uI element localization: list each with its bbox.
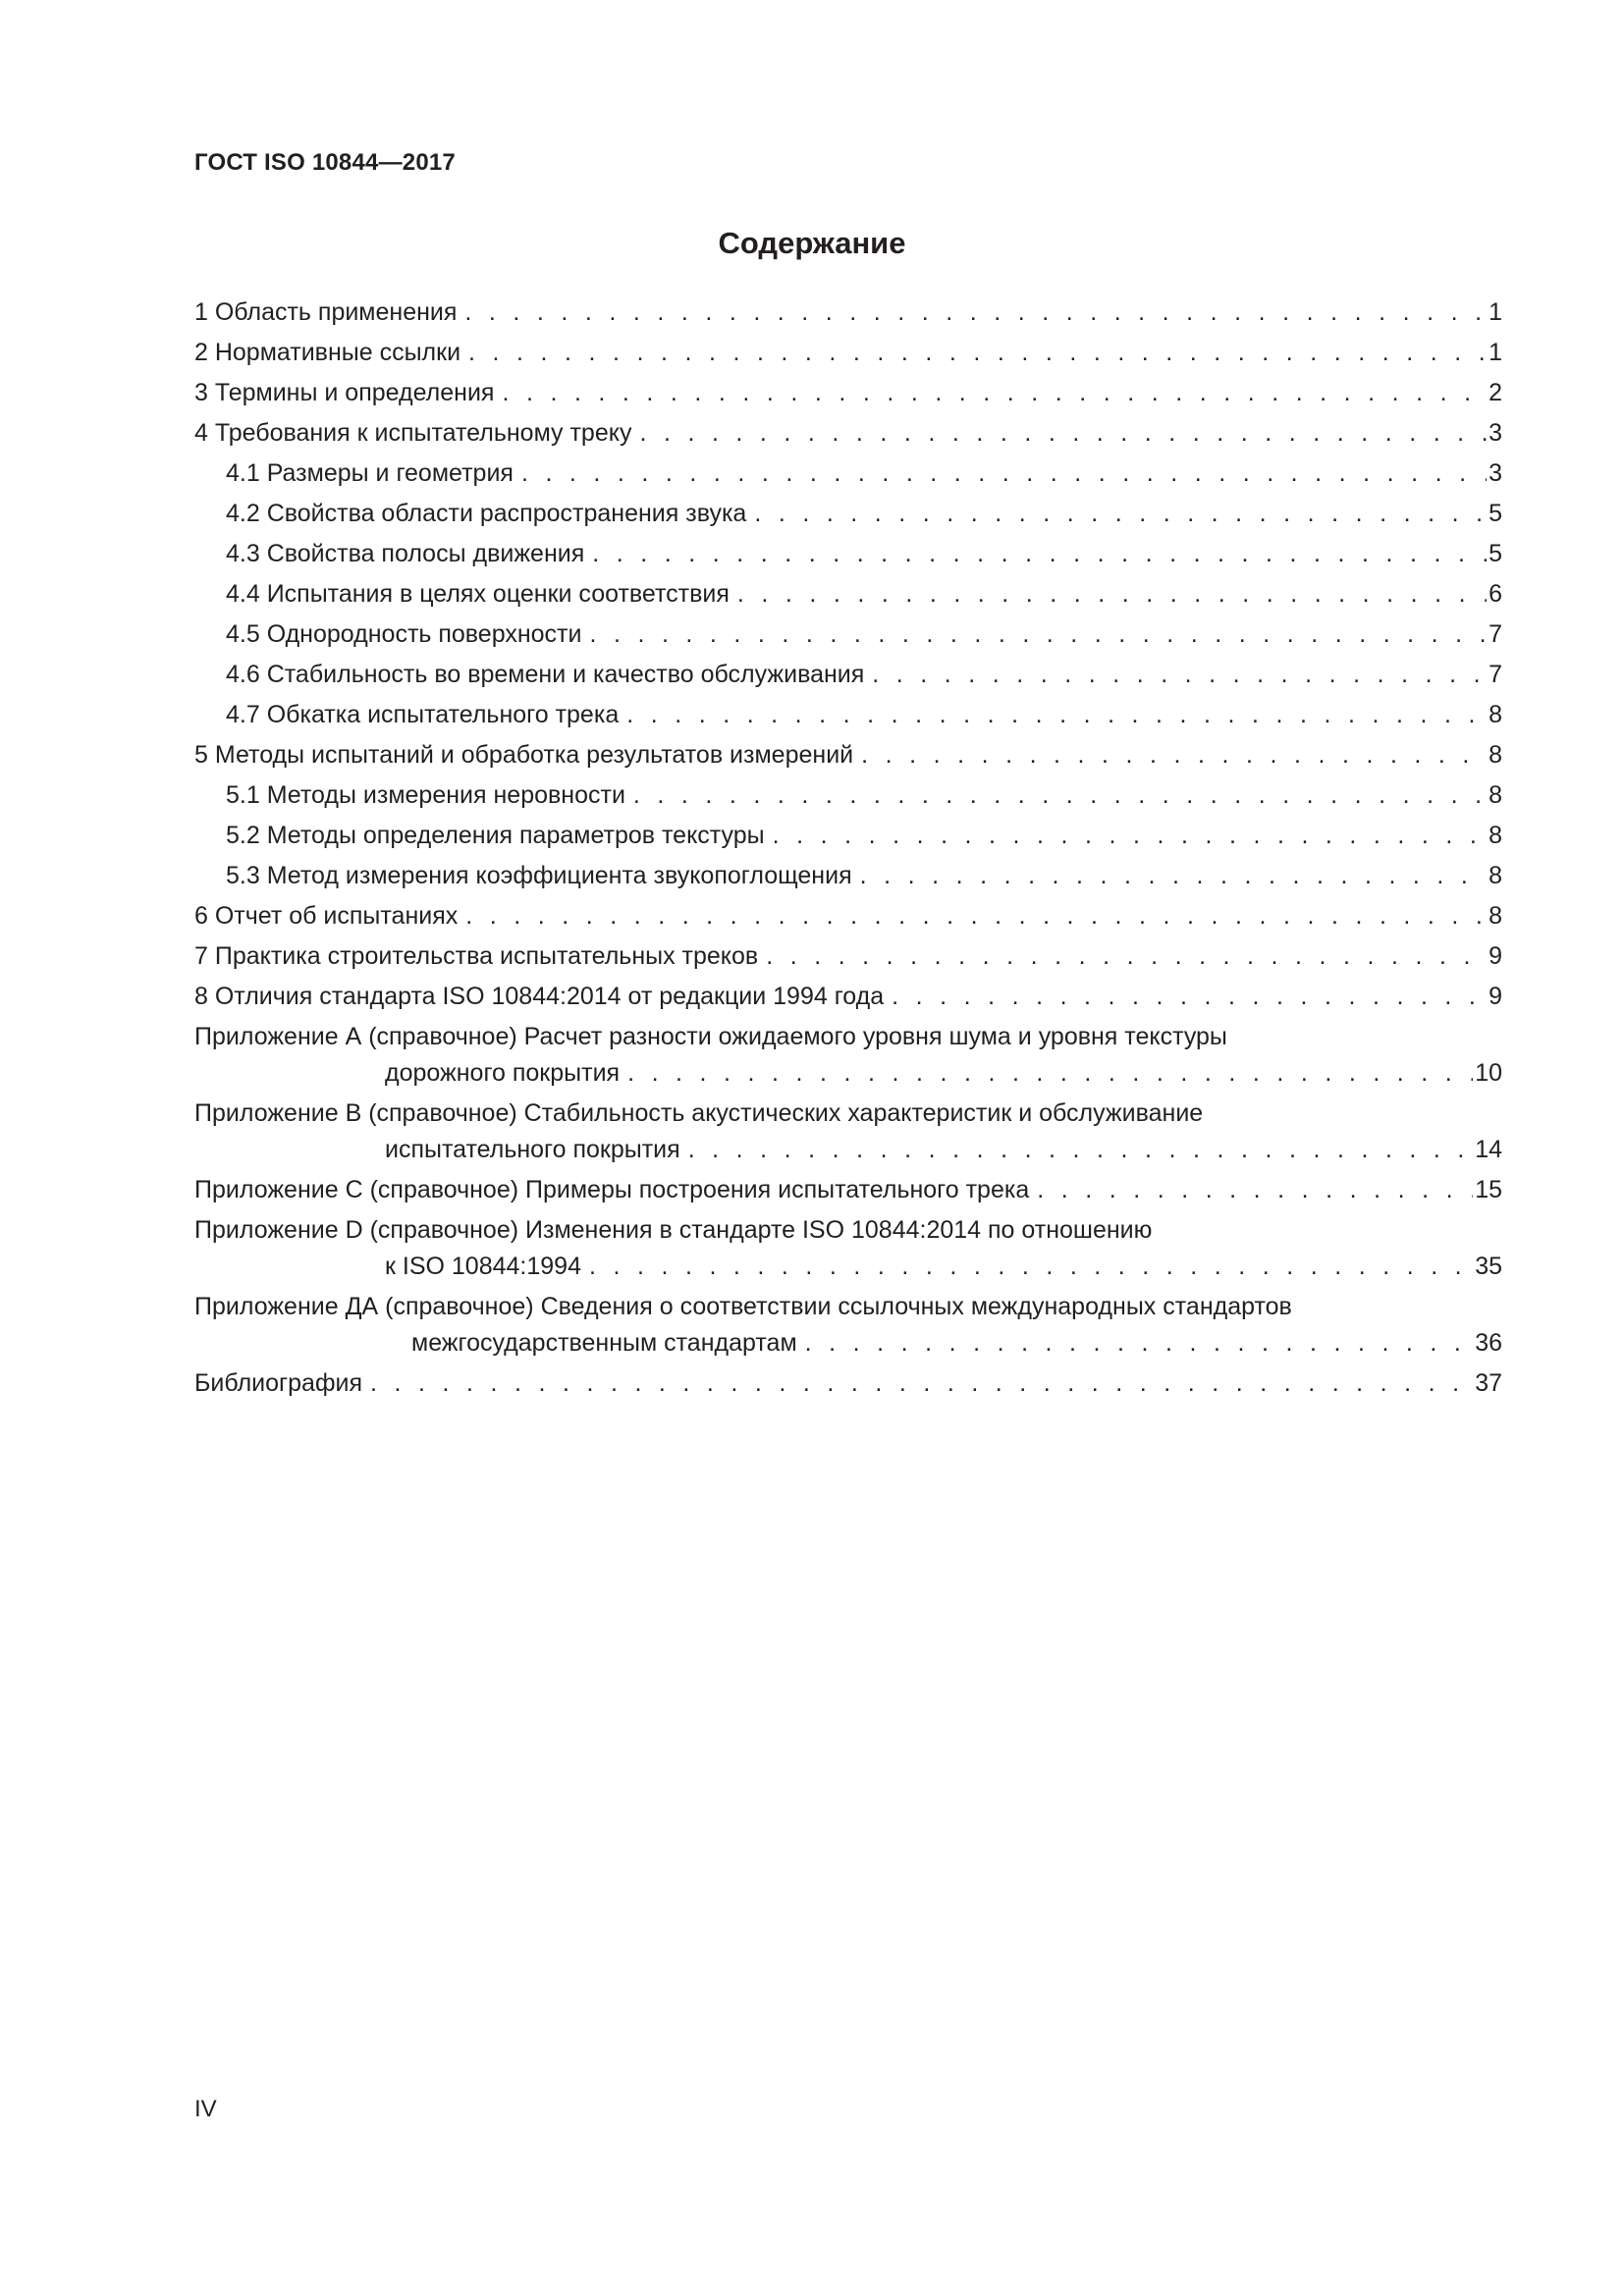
toc-entry — [194, 1172, 1502, 1208]
dot-leader — [502, 375, 1487, 411]
toc-entry — [194, 335, 1502, 371]
toc-entry-page: 14 — [1475, 1136, 1502, 1163]
toc-entry-title: 2 Нормативные ссылки — [194, 339, 461, 366]
toc-entry-page: 15 — [1475, 1176, 1502, 1203]
toc-entry — [194, 375, 1502, 411]
dot-leader — [1037, 1172, 1473, 1208]
toc-entry-title: 4.6 Стабильность во времени и качество обслуживания — [226, 661, 865, 688]
toc-entry-title: 4 Требования к испытательному треку — [194, 419, 632, 447]
toc-entry-page: 7 — [1489, 620, 1502, 648]
toc-entry-page: 7 — [1489, 661, 1502, 688]
toc-entry-title: Приложение D (справочное) Изменения в стандарте ISO 10844:2014 по отношению — [194, 1216, 1153, 1244]
dot-leader — [766, 938, 1487, 975]
document-code: ГОСТ ISO 10844—2017 — [194, 149, 456, 176]
toc-entry — [194, 737, 1502, 774]
toc-entry-page: 8 — [1489, 902, 1502, 930]
dot-leader — [464, 294, 1487, 331]
toc-entry — [194, 938, 1502, 975]
dot-leader — [465, 898, 1487, 934]
toc-entry — [194, 496, 1502, 532]
dot-leader — [872, 657, 1487, 693]
toc-entry-page: 8 — [1489, 701, 1502, 728]
dot-leader — [892, 979, 1487, 1015]
dot-leader — [805, 1325, 1474, 1362]
toc-entry-page: 5 — [1489, 500, 1502, 527]
toc-entry-title: 7 Практика строительства испытательных треков — [194, 942, 759, 970]
toc-entry-page: 36 — [1475, 1329, 1502, 1357]
toc-entry-title: 6 Отчет об испытаниях — [194, 902, 459, 930]
toc-entry-title: 4.1 Размеры и геометрия — [226, 459, 514, 487]
toc-entry-page: 8 — [1489, 862, 1502, 889]
dot-leader — [861, 737, 1487, 774]
toc-entry-continuation: межгосударственным стандартам — [411, 1329, 797, 1357]
toc-entry-title: Приложение В (справочное) Стабильность акустических характеристик и обслуживание — [194, 1099, 1204, 1127]
dot-leader — [521, 455, 1487, 492]
toc-title: Содержание — [718, 226, 906, 260]
toc-entry-page: 5 — [1489, 540, 1502, 567]
toc-entry — [194, 898, 1502, 934]
toc-entry-title: Приложение С (справочное) Примеры построения испытательного трека — [194, 1176, 1030, 1203]
dot-leader — [468, 335, 1487, 371]
dot-leader — [589, 616, 1487, 653]
toc-entry-continuation: испытательного покрытия — [385, 1136, 680, 1163]
dot-leader — [592, 536, 1487, 572]
toc-entry-title: 4.2 Свойства области распространения звука — [226, 500, 747, 527]
page-number: IV — [194, 2096, 217, 2122]
toc-entry — [194, 777, 1502, 814]
table-of-contents — [194, 294, 1502, 1406]
toc-entry-title: 8 Отличия стандарта ISO 10844:2014 от редакции 1994 года — [194, 983, 885, 1010]
toc-entry-page: 2 — [1489, 379, 1502, 406]
dot-leader — [589, 1249, 1473, 1285]
dot-leader — [639, 415, 1487, 452]
toc-entry — [194, 1365, 1502, 1402]
toc-entry — [194, 576, 1502, 613]
toc-entry-page: 9 — [1489, 983, 1502, 1010]
toc-entry-page: 9 — [1489, 942, 1502, 970]
toc-entry — [194, 1019, 1502, 1092]
toc-entry-title: 5.3 Метод измерения коэффициента звукопоглощения — [226, 862, 852, 889]
toc-entry — [194, 1289, 1502, 1362]
toc-entry — [194, 455, 1502, 492]
toc-entry-title: 4.7 Обкатка испытательного трека — [226, 701, 620, 728]
dot-leader — [627, 1055, 1473, 1092]
toc-entry-continuation: дорожного покрытия — [385, 1059, 621, 1087]
toc-entry-page: 8 — [1489, 822, 1502, 849]
toc-entry — [194, 415, 1502, 452]
dot-leader — [737, 576, 1487, 613]
toc-entry-title: 1 Область применения — [194, 298, 458, 326]
toc-entry-page: 1 — [1489, 339, 1502, 366]
toc-entry — [194, 616, 1502, 653]
toc-entry-title: 4.3 Свойства полосы движения — [226, 540, 585, 567]
toc-entry — [194, 536, 1502, 572]
toc-entry-page: 37 — [1475, 1369, 1502, 1397]
toc-entry-title: Приложение ДА (справочное) Сведения о соответствии ссылочных международных стандартов — [194, 1293, 1292, 1320]
toc-entry-title: 4.4 Испытания в целях оценки соответствия — [226, 580, 730, 608]
toc-entry-page: 8 — [1489, 741, 1502, 769]
toc-entry-page: 1 — [1489, 298, 1502, 326]
toc-entry-continuation: к ISO 10844:1994 — [385, 1253, 581, 1280]
toc-entry-page: 6 — [1489, 580, 1502, 608]
dot-leader — [370, 1365, 1473, 1402]
toc-entry-title: 5 Методы испытаний и обработка результатов измерений — [194, 741, 854, 769]
toc-entry-page: 3 — [1489, 419, 1502, 447]
toc-entry-page: 8 — [1489, 781, 1502, 809]
dot-leader — [773, 818, 1487, 854]
toc-entry-title: 3 Термины и определения — [194, 379, 495, 406]
toc-entry — [194, 697, 1502, 733]
toc-entry — [194, 858, 1502, 894]
dot-leader — [633, 777, 1487, 814]
dot-leader — [626, 697, 1487, 733]
toc-entry-page: 35 — [1475, 1253, 1502, 1280]
toc-entry-title: 4.5 Однородность поверхности — [226, 620, 582, 648]
toc-entry-title: Приложение А (справочное) Расчет разности ожидаемого уровня шума и уровня текстуры — [194, 1023, 1227, 1050]
dot-leader — [754, 496, 1487, 532]
toc-entry-title: 5.1 Методы измерения неровности — [226, 781, 625, 809]
toc-entry — [194, 1212, 1502, 1285]
toc-entry-page: 3 — [1489, 459, 1502, 487]
toc-entry — [194, 294, 1502, 331]
toc-entry — [194, 979, 1502, 1015]
toc-entry — [194, 1095, 1502, 1168]
dot-leader — [688, 1132, 1474, 1168]
toc-entry — [194, 657, 1502, 693]
toc-entry — [194, 818, 1502, 854]
toc-entry-page: 10 — [1475, 1059, 1502, 1087]
toc-entry-title: Библиография — [194, 1369, 363, 1397]
dot-leader — [860, 858, 1487, 894]
toc-entry-title: 5.2 Методы определения параметров текстуры — [226, 822, 765, 849]
